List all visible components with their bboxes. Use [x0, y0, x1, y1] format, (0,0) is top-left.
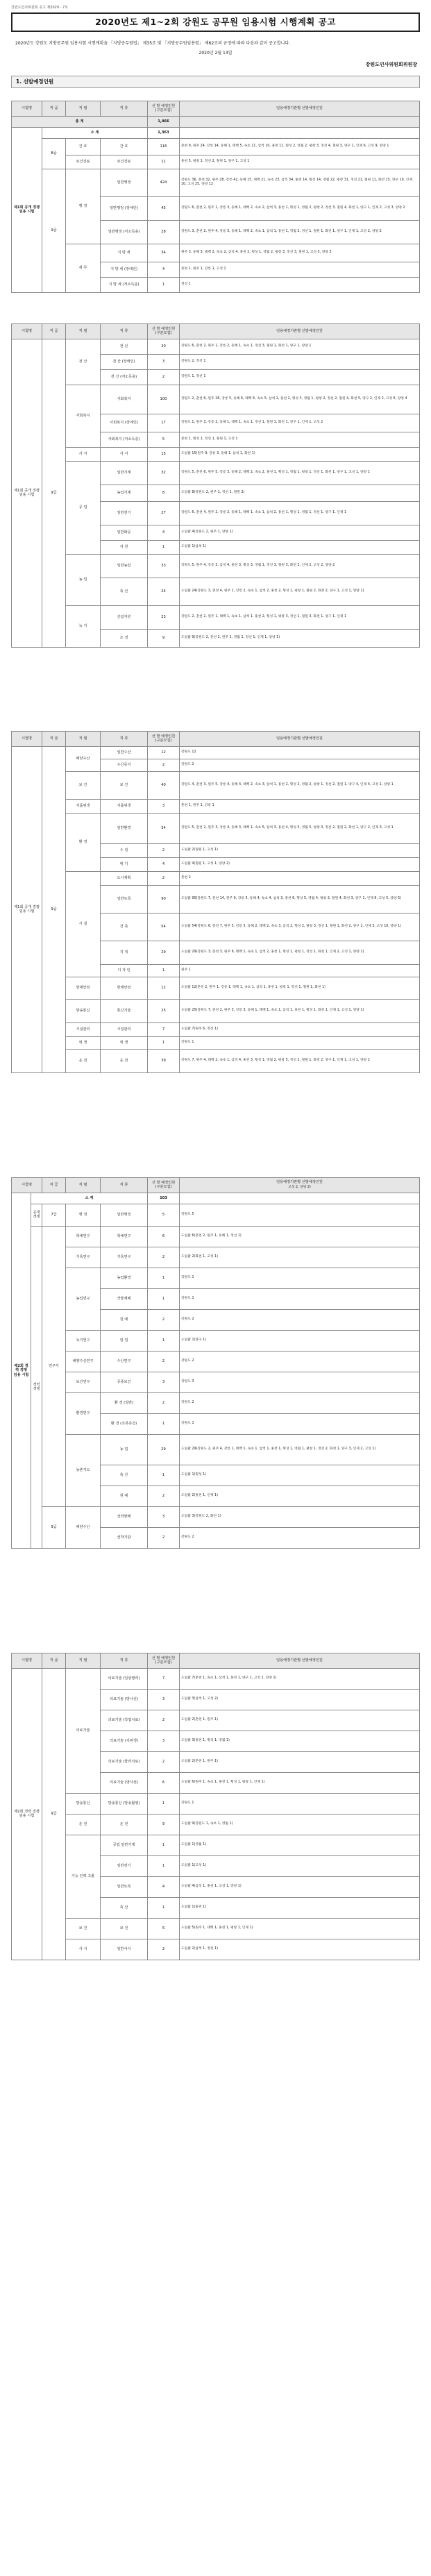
- table-row: 공개경쟁 7급 행 정 일반행정 5 강원도 5: [12, 1204, 420, 1226]
- table-row: 축 산 1 도일괄 1(홍천 1): [12, 1897, 420, 1918]
- table-row: 제2회 경력 경쟁 임용 시험 9급 의료기술 의료기술 (임상병리) 7 도일괄 7(춘천 1, 속초 1, 삼척 1, 홍천 1, 양구 1, 고성 1, 양양 1): [12, 1668, 420, 1689]
- table-row: 농업연구 농업환경 1 강원도 1: [12, 1268, 420, 1288]
- table-row: 사회복지 (장애인) 17 강원도 1, 원주 3, 강릉 2, 동해 1, 태백 1, 속초 1, 정선 1, 철원 1, 화천 1, 양구 1, 인제 1, 고성 2: [12, 414, 420, 432]
- subtotal-row: [12, 127, 420, 138]
- exam-name: 제1회 공개 경쟁 임용 시험: [12, 127, 42, 292]
- intro-paragraph: 2020년도 강원도 지방공무원 임용시험 시행계획을 「지방공무원법」 제35조 및 「지방공무원임용령」 제62조의 규정에 따라 다음과 같이 공고합니다.: [15, 40, 291, 46]
- table-row: 8급 간 호 간 호 116 춘천 9, 원주 24, 강릉 14, 동해 1, 태백 5, 속초 11, 삼척 10, 홍천 11, 횡성 2, 영월 2, 평창 3, 정선 4, 철원 3, 양구 1, 인제 6, 고성 9, 양양 1: [12, 138, 420, 155]
- table-row: 선박기관 2 강원도 2: [12, 1527, 420, 1548]
- table-row: 의료기술 (치위생) 3 도일괄 3(홍천 1, 횡성 1, 영월 1): [12, 1731, 420, 1751]
- table-row: 일반전기 1 도일괄 1(고성 1): [12, 1855, 420, 1876]
- col-grade: 직 급: [42, 101, 66, 116]
- table-row: 보 건 보 건 5 도일괄 5(원주 1, 태백 1, 홍천 1, 평창 1, 인제 1): [12, 1918, 420, 1939]
- total-count: 1,466: [148, 116, 180, 127]
- table-row: 사 서 사 서 15 도일괄 15(원주 9, 강릉 3, 동해 1, 삼척 1, 화천 1): [12, 447, 420, 461]
- announcement-date: 2020년 2월 13일: [198, 51, 233, 56]
- table-row: 공 업 일반기계 32 강원도 5, 춘천 6, 원주 5, 강릉 3, 동해 2, 태백 2, 속초 2, 홍천 1, 횡성 1, 영월 1, 평창 1, 정선 1, 화천 1, 양구 1, 고성 1, 양양 1: [12, 461, 420, 485]
- table-row: 운 전 운 전 9 도일괄 9(강원도 1, 속초 1, 영월 1): [12, 1814, 420, 1835]
- table-row: 대 기 4 도일괄 4(철원 1, 고성 1, 양양 2): [12, 857, 420, 871]
- table-row: 축 산 1 도일괄 1(횡성 1): [12, 1465, 420, 1485]
- table-row: 일반화공 4 도일괄 4(강원도 2, 원주 1, 양양 1): [12, 525, 420, 540]
- table-row: 방재안전 방재안전 12 도일괄 12(춘천 2, 원주 1, 강릉 1, 태백 1, 속초 1, 삼척 1, 홍천 1, 평창 1, 정선 1, 철원 1, 화천 1): [12, 977, 420, 999]
- table-row: 디 자 인 1 원주 1: [12, 964, 420, 977]
- subtotal-label: 소 계: [42, 127, 148, 138]
- table-row: 제1회 공개 경쟁 임용 시험 9급 해양수산 일반수산 12 강원도 12: [12, 746, 420, 759]
- table-row: 녹지연구 임 업 1 도일괄 1(양구 1): [12, 1330, 420, 1351]
- table-row: 운 전 운 전 39 강원도 7, 원주 4, 태백 2, 속초 1, 삼척 4, 홍천 3, 횡성 1, 영월 2, 평창 5, 정선 2, 철원 1, 화천 2, 양구 1, 인제 1, 고성 1, 양양 2: [12, 1049, 420, 1072]
- section-title: 1. 선발예정인원: [11, 76, 420, 87]
- table-row: 시 설 도시계획 2 춘천 2: [12, 871, 420, 885]
- table-row: 기록연구 기록연구 2 도일괄 2(화천 1, 고성 1): [12, 1247, 420, 1268]
- table-row: 작물재배 1 강원도 1: [12, 1288, 420, 1309]
- table-row: 일반토목 4 도일괄 4(삼척 1, 홍천 1, 고성 1, 양양 1): [12, 1876, 420, 1897]
- table-row: 방송통신 방송통신 (방송촬영) 1 강원도 1: [12, 1793, 420, 1814]
- table-row: 방송통신 통신기술 25 도일괄 25(강원도 7, 춘천 2, 원주 3, 강릉 3, 동해 1, 태백 1, 속초 1, 삼척 1, 홍천 1, 횡성 1, 화천 1, 인제 1, 고성 1, 양양 1): [12, 999, 420, 1022]
- table-row: 9급 행 정 일반행정 424 강원도 36, 춘천 32, 원주 28, 강릉 42, 동해 15, 태백 21, 속초 23, 삼척 34, 홍천 14, 횡성 14, 영월 22, 평창 31, 정선 21, 철원 11, 화천 15, 양구 19, 인제 10, 고성 25, 양양 12: [12, 169, 420, 196]
- table-row: 9급 해양수산 선박항해 3 도일괄 3(강원도 2, 화천 1): [12, 1506, 420, 1527]
- recruitment-table-3: [11, 731, 420, 1073]
- table-row: 의료기술 (방사선) 6 도일괄 6(원주 1, 속초 1, 홍천 1, 횡성 1, 평창 1, 인제 1): [12, 1772, 420, 1793]
- table-row: 지 방 세 (장애인) 4 춘천 1, 원주 1, 강릉 1, 고성 1: [12, 262, 420, 277]
- table-row: 사회복지 사회복지 100 강원도 2, 춘천 6, 원주 28, 강릉 5, 동해 6, 태백 6, 속초 5, 삼척 2, 홍천 2, 횡성 3, 영월 1, 평창 2, 정선 2, 철원 4, 화천 5, 양구 2, 인제 2, 고성 6, 양양 4: [12, 385, 420, 414]
- subtotal-row: 제2회 경력 경쟁 임용 시험 소 계 103: [12, 1193, 420, 1204]
- table-row: 원 예 2 도일괄 2(홍천 1, 인제 1): [12, 1485, 420, 1506]
- total-row: [12, 116, 420, 127]
- table-row: 수산증식 2 강원도 2: [12, 759, 420, 771]
- table-row: 보건연구 공중보건 3 강원도 3: [12, 1372, 420, 1392]
- table-row: 농촌지도 농 업 29 도일괄 29(강원도 2, 원주 4, 강릉 1, 태백 1, 속초 1, 삼척 1, 홍천 1, 횡성 1, 영월 1, 평창 1, 정선 2, 화천 1, 양구 3, 인제 2, 고성 1): [12, 1434, 420, 1465]
- table-row: 경력경쟁 연구사 학예연구 학예연구 6 도일괄 6(춘천 2, 원주 1, 동해 1, 정선 1): [12, 1226, 420, 1247]
- table-row: 축 산 24 도일괄 24(강원도 3, 춘천 4, 원주 1, 강릉 2, 속초 1, 삼척 2, 홍천 2, 횡성 1, 평창 1, 철원 2, 화천 2, 양구 1, 고성 1, 양양 1): [12, 578, 420, 605]
- table-row: 제1회 공개 경쟁 임용 시험 9급 전 산 전 산 20 강원도 6, 춘천 2, 원주 1, 강릉 2, 동해 1, 속초 1, 정선 3, 철원 1, 화천 1, 양구 1, 양양 1: [12, 339, 420, 354]
- table-row: 시설관리 시설관리 7 도일괄 7(원주 6, 정선 1): [12, 1022, 420, 1036]
- table-row: 원 예 2 강원도 2: [12, 1309, 420, 1330]
- total-label: 총 계: [12, 116, 148, 127]
- page-title: 2020년도 제1~2회 강원도 공무원 임용시험 시행계획 공고: [11, 12, 420, 32]
- table-header-row: 시험명 직 급 직 렬 직 류 선 발 예정인원 (구분모집) 임용예정기관별 선발예정인원: [12, 323, 420, 339]
- table-row: 환 경 일반환경 54 강원도 5, 춘천 2, 원주 3, 강릉 4, 동해 3, 태백 1, 속초 5, 삼척 3, 홍천 4, 횡성 5, 영월 5, 평창 3, 정선 2, 철원 2, 화천 1, 양구 2, 인제 3, 고성 1: [12, 813, 420, 843]
- table-row: 일반행정 (장애인) 45 강원도 6, 춘천 2, 원주 1, 강릉 3, 동해 1, 태백 2, 속초 2, 삼척 3, 홍천 1, 횡성 1, 영월 2, 평창 2, 정선 3, 철원 4, 화천 1, 양구 1, 인제 2, 고성 3, 양양 2: [12, 196, 420, 220]
- recruitment-table-5: [11, 1653, 420, 1960]
- table-row: 기능 인력 고졸 공업 일반기계 1 도일괄 1(영월 1): [12, 1835, 420, 1855]
- recruitment-table-4: [11, 1177, 420, 1549]
- table-row: 보건진료 보건진료 11 홍천 5, 평창 1, 정선 2, 철원 1, 양구 1, 고성 1: [12, 155, 420, 169]
- col-count: 선 발 예정인원 (구분모집): [148, 101, 180, 116]
- table-row: 일반행정 (저소득층) 28 강원도 3, 춘천 2, 원주 4, 강릉 3, 동해 1, 태백 2, 속초 1, 삼척 1, 홍천 1, 영월 2, 정선 1, 철원 1, 화천 1, 양구 1, 인제 1, 고성 2, 양양 2: [12, 220, 420, 244]
- document-reference: 강원도인사위원회 공고 제2020 - 7호: [11, 6, 69, 10]
- table-row: 전 산 (저소득층) 2 강원도 1, 정선 1: [12, 369, 420, 385]
- table-row: 농 업 일반농업 33 강원도 5, 원주 4, 강릉 3, 삼척 4, 홍천 3, 횡성 3, 영월 1, 정선 3, 철원 3, 화천 2, 인제 2, 고성 2, 양양 2: [12, 554, 420, 578]
- carry-over-note: 고성 2, 양양 2): [288, 1185, 311, 1189]
- table-row: 조 경 9 도일괄 9(강원도 2, 춘천 2, 원주 1, 영월 1, 정선 1, 인제 1, 양양 1): [12, 629, 420, 647]
- table-row: 일반전기 27 강원도 6, 춘천 4, 원주 2, 강릉 2, 동해 1, 태백 1, 속초 1, 삼척 2, 홍천 1, 횡성 1, 영월 1, 정선 1, 양구 1, 인제 1: [12, 501, 420, 525]
- grade-cell: 9급: [42, 169, 66, 292]
- table-row: 세 무 지 방 세 34 원주 3, 동해 3, 태백 2, 속초 2, 삼척 4, 홍천 2, 횡성 1, 영월 2, 평창 3, 정선 3, 철원 1, 고성 5, 양양 3: [12, 244, 420, 262]
- table-row: 녹 지 산림자원 23 강원도 2, 춘천 2, 원주 1, 태백 1, 속초 1, 삼척 1, 홍천 2, 횡성 1, 평창 3, 정선 1, 철원 3, 화천 1, 양구 1, 인제 1: [12, 605, 420, 629]
- table-row: 환경연구 환 경 (일반) 2 강원도 2: [12, 1392, 420, 1413]
- table-row: 식품위생 식품위생 3 춘천 1, 원주 1, 강릉 1: [12, 799, 420, 813]
- col-distribution: 임용예정기관별 선발예정인원: [180, 101, 420, 116]
- table-row: 사 서 일반사서 2 도일괄 2(삼척 1, 정선 1): [12, 1939, 420, 1960]
- table-row: 환 경 (조류증진) 1 강원도 1: [12, 1413, 420, 1434]
- table-row: 지 적 29 도일괄 29(강원도 3, 춘천 3, 원주 6, 태백 1, 속초 1, 삼척 2, 홍천 1, 횡성 1, 평창 1, 정선 1, 화천 1, 인제 2, 고성 1, 양양 1): [12, 941, 420, 964]
- table-header-row: 시험명 직 급 직 렬 직 류 선 발 예정인원 (구분모집) 임용예정기관별 선발예정인원 고성 2, 양양 2): [12, 1177, 420, 1193]
- table-row: 의료기술 (방사선) 3 도일괄 3(삼척 1, 고성 2): [12, 1689, 420, 1710]
- table-row: 수 질 2 도일괄 2(철원 1, 고성 1): [12, 843, 420, 857]
- table-row: 해양수산연구 수산연구 2 강원도 2: [12, 1351, 420, 1372]
- table-row: 보 건 보 건 40 강원도 4, 춘천 3, 원주 5, 강릉 4, 동해 4, 태백 2, 속초 3, 삼척 1, 홍천 2, 횡성 2, 영월 2, 평창 1, 정선 2, 철원 1, 양구 4, 인제 4, 고성 1, 양양 1: [12, 771, 420, 799]
- table-header-row: [12, 101, 420, 116]
- table-row: 농업기계 8 도일괄 8(강원도 2, 원주 1, 정선 1, 철원 2): [12, 485, 420, 501]
- table-row: 자 원 1 도일괄 1(삼척 1): [12, 540, 420, 554]
- table-row: 의료기술 (작업치료) 2 도일괄 2(춘천 1, 원주 1): [12, 1710, 420, 1731]
- grade-cell: 8급: [42, 138, 66, 169]
- recruitment-table-2: [11, 323, 420, 648]
- col-kind: 직 류: [101, 101, 148, 116]
- table-row: 전 산 (장애인) 3 강원도 2, 정선 1: [12, 354, 420, 369]
- table-header-row: 시험명 직 급 직 렬 직 류 선 발 예정인원 (구분모집) 임용예정기관별 선발예정인원: [12, 1653, 420, 1668]
- table-header-row: 시험명 직 급 직 렬 직 류 선 발 예정인원 (구분모집) 임용예정기관별 선발예정인원: [12, 731, 420, 746]
- table-row: 의료기술 (물리치료) 2 도일괄 2(춘천 1, 원주 1): [12, 1751, 420, 1772]
- issuer-name: 강원도인사위원회위원장: [365, 61, 417, 67]
- recruitment-table-1: [11, 101, 420, 293]
- table-row: 건 축 54 도일괄 54(강원도 6, 춘천 7, 원주 5, 강릉 5, 동해 2, 태백 2, 속초 3, 삼척 2, 횡성 2, 평창 3, 정선 1, 철원 1, 화천 2, 양구 2, 인제 3, 고성 10, 양양 1): [12, 913, 420, 941]
- table-row: 일반토목 90 도일괄 90(강원도 7, 춘천 14, 원주 9, 강릉 5, 동해 4, 속초 4, 삼척 3, 홍천 6, 횡성 5, 영월 4, 평창 2, 철원 4, 화천 3, 양구 1, 인제 9, 고성 5, 양양 5): [12, 885, 420, 913]
- table-row: 지 방 세 (저소득층) 1 정선 1: [12, 277, 420, 292]
- table-row: 위 생 위 생 1 강원도 1: [12, 1036, 420, 1049]
- col-series: 직 렬: [66, 101, 101, 116]
- col-exam: 시험명: [12, 101, 42, 116]
- table-row: 사회복지 (저소득층) 5 춘천 1, 횡성 1, 정선 1, 철원 1, 고성 1: [12, 432, 420, 447]
- subtotal-count: 1,363: [148, 127, 180, 138]
